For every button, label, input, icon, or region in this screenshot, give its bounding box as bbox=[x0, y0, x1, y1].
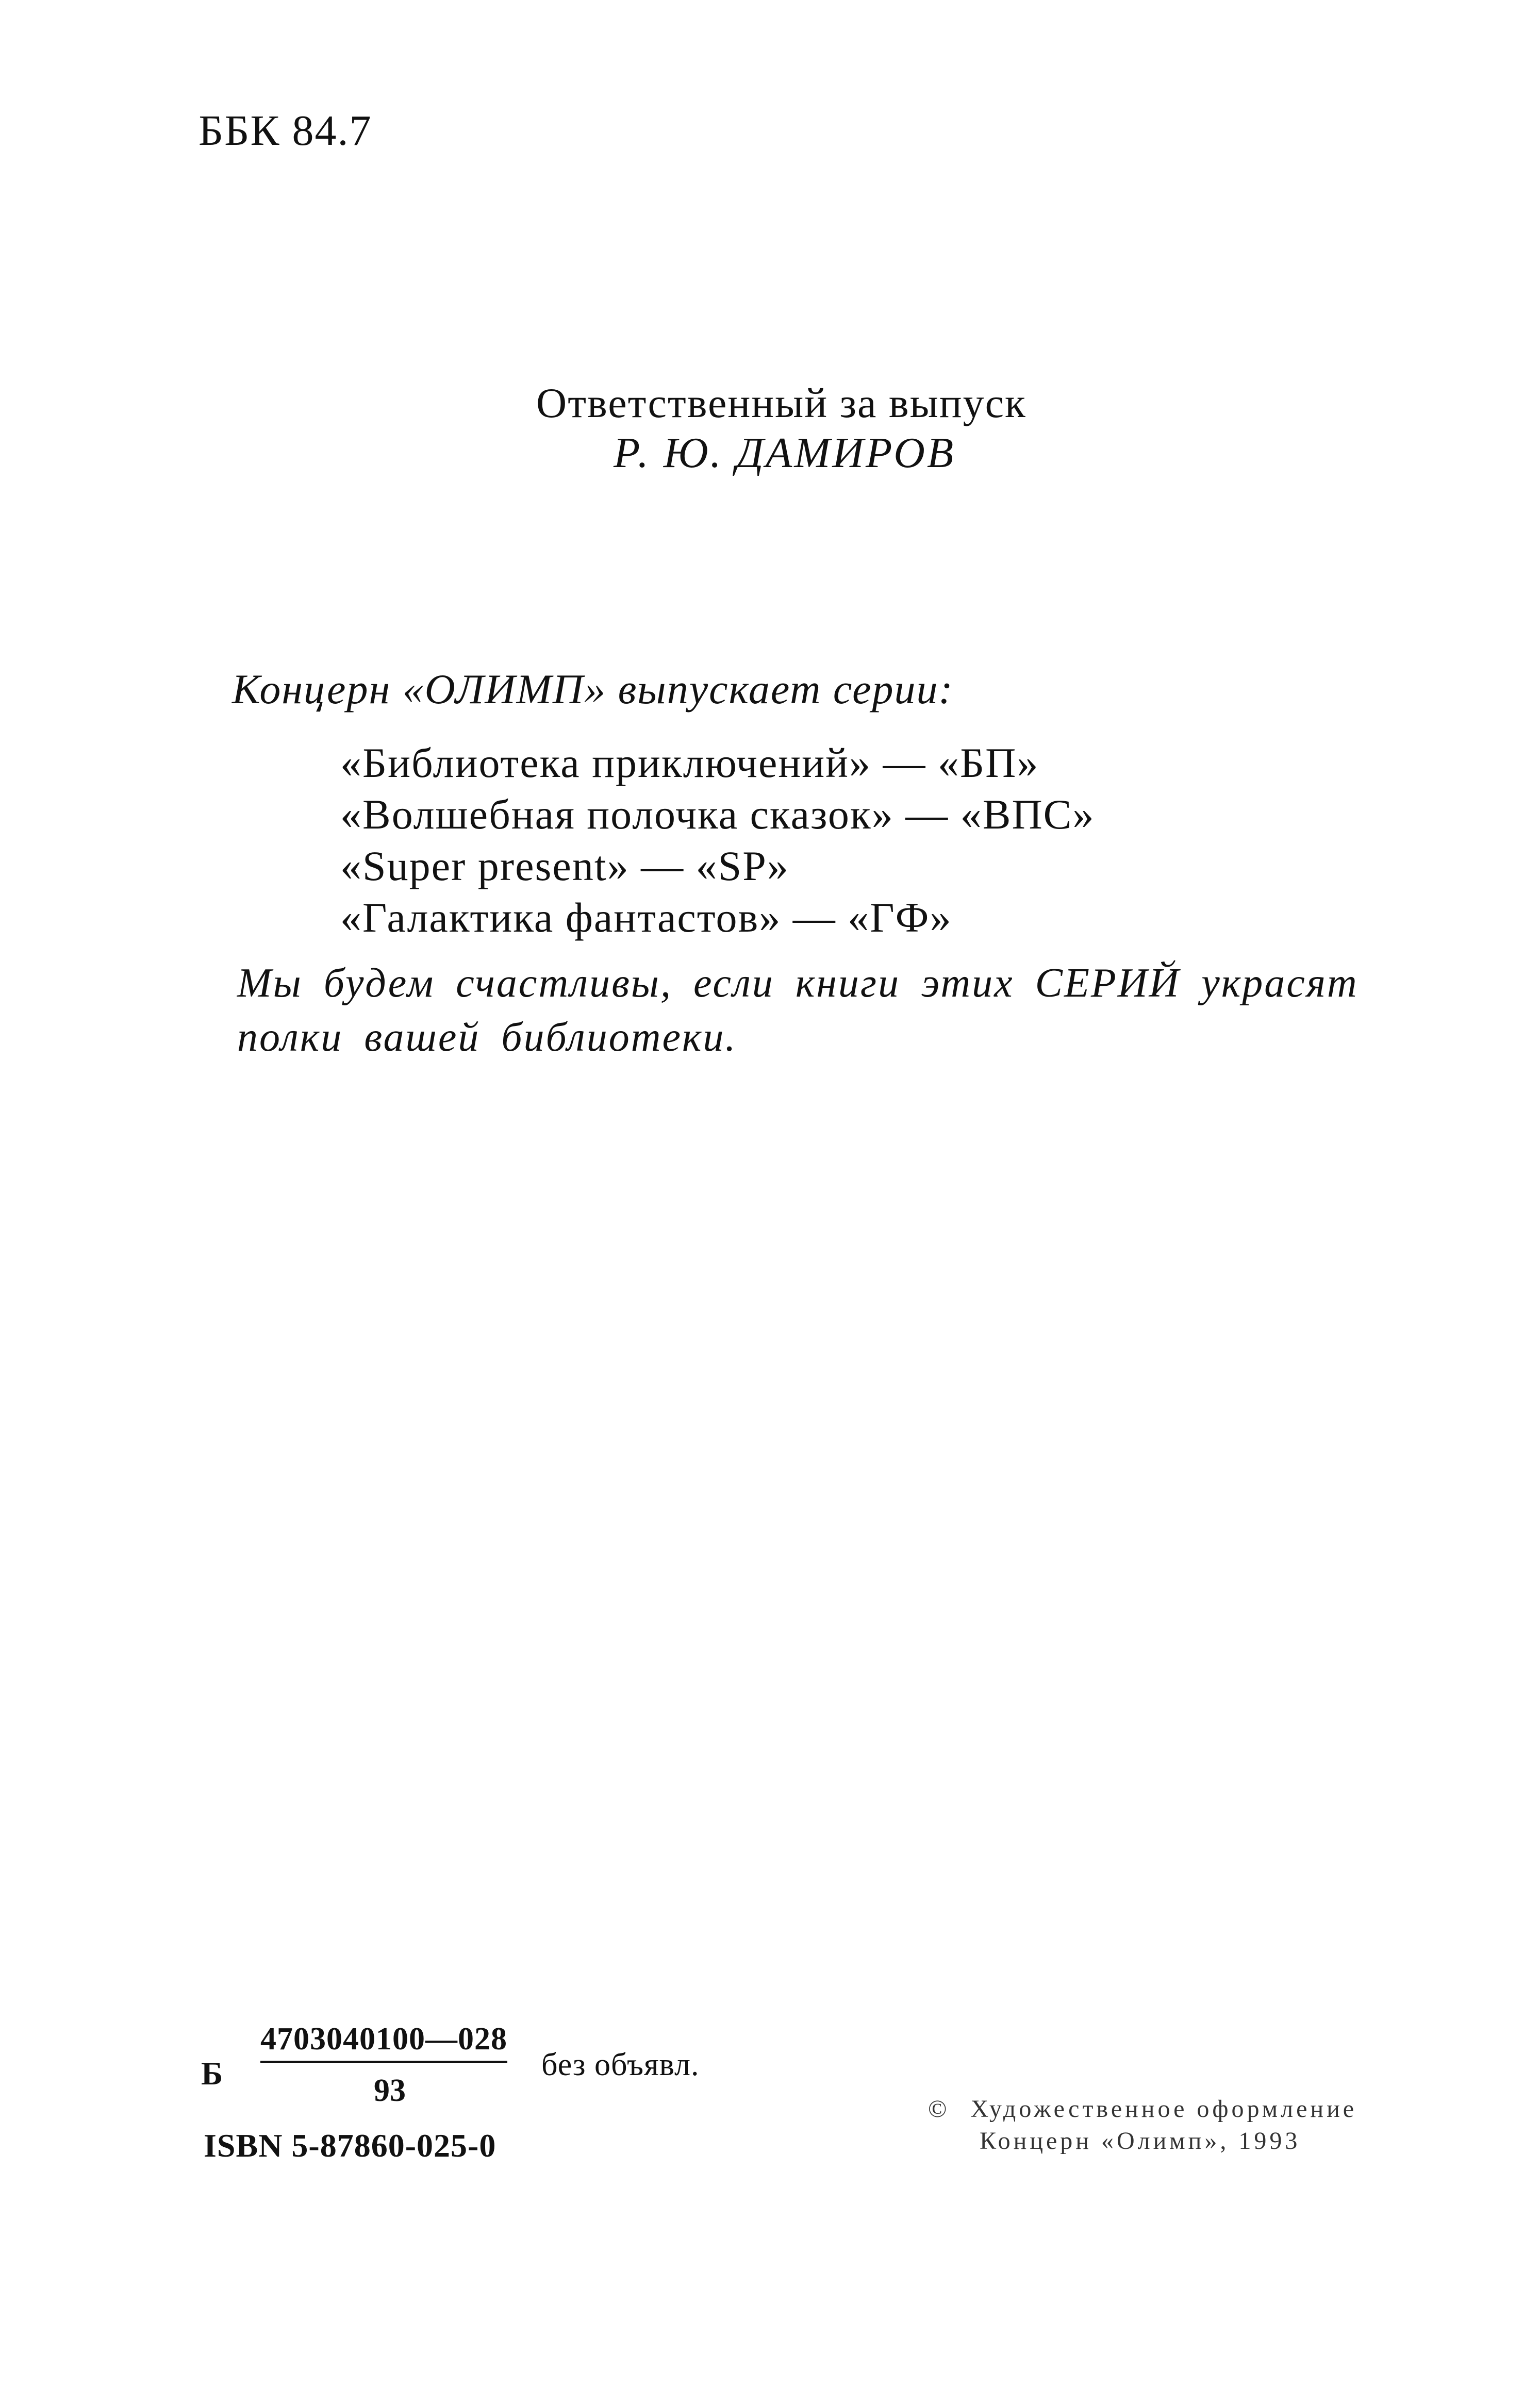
copyright-block bbox=[928, 2093, 1357, 2157]
imprint-numerator: 4703040100—028 bbox=[260, 2021, 507, 2063]
imprint-letter: Б bbox=[201, 2055, 223, 2092]
series-item: «Библиотека приключений» — «БП» bbox=[340, 739, 1039, 786]
isbn: ISBN 5-87860-025-0 bbox=[204, 2127, 496, 2164]
copyright-mark: © bbox=[928, 2095, 950, 2123]
copyright-line-2: Концерн «Олимп», 1993 bbox=[980, 2127, 1301, 2155]
responsible-name: Р. Ю. ДАМИРОВ bbox=[614, 429, 956, 477]
bbk-code: ББК 84.7 bbox=[198, 107, 372, 155]
responsible-label: Ответственный за выпуск bbox=[536, 379, 1026, 426]
series-intro: Концерн «ОЛИМП» выпускает серии: bbox=[232, 666, 954, 713]
series-item: «Super present» — «SP» bbox=[340, 842, 789, 889]
copyright-line-1 bbox=[928, 2093, 1357, 2125]
series-item: «Волшебная полочка сказок» — «ВПС» bbox=[340, 791, 1095, 838]
imprint-note: без объявл. bbox=[541, 2047, 700, 2082]
series-item: «Галактика фантастов» — «ГФ» bbox=[340, 894, 952, 941]
series-list bbox=[340, 737, 1095, 943]
closing-message: Мы будем счастливы, если книги этих СЕРИЙ украсят полки вашей библиотеки. bbox=[237, 960, 1359, 1060]
copyright-text-1: Художественное оформление bbox=[970, 2095, 1357, 2123]
imprint-denominator: 93 bbox=[374, 2073, 406, 2108]
